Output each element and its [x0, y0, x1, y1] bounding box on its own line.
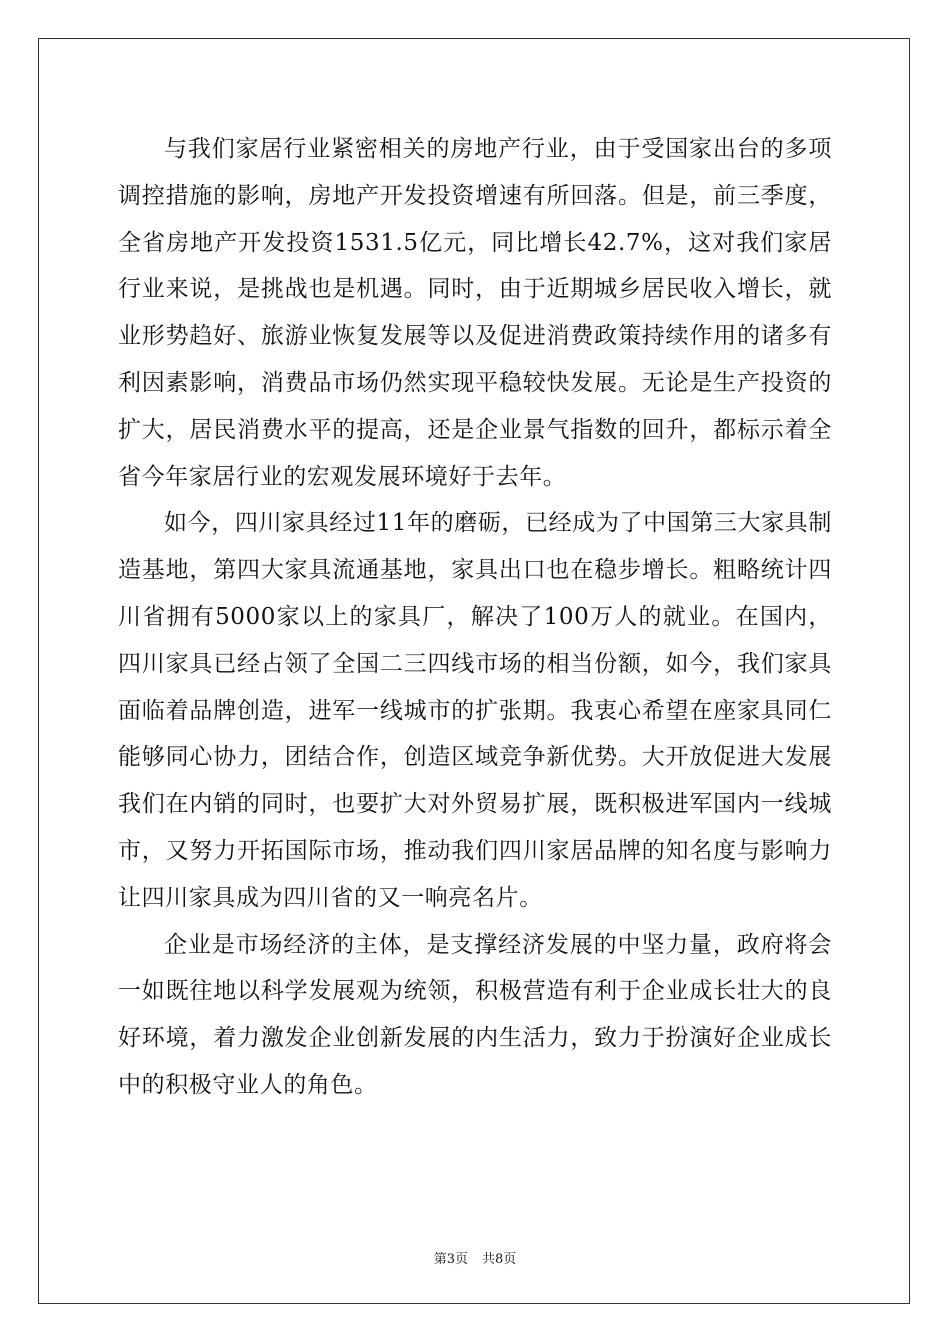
- paragraph-1: 与我们家居行业紧密相关的房地产行业，由于受国家出台的多项调控措施的影响，房地产开发投资增速有所回落。但是，前三季度，全省房地产开发投资1531.5亿元，同比增长42.7%，这对我们家居行业来说，是挑战也是机遇。同时，由于近期城乡居民收入增长，就业形势趋好、旅游业恢复发展等以及促进消费政策持续作用的诸多有利因素影响，消费品市场仍然实现平稳较快发展。无论是生产投资的扩大，居民消费水平的提高，还是企业景气指数的回升，都标示着全省今年家居行业的宏观发展环境好于去年。: [118, 136, 832, 490]
- paragraph-3: 企业是市场经济的主体，是支撑经济发展的中坚力量，政府将会一如既往地以科学发展观为统领，积极营造有利于企业成长壮大的良好环境，着力激发企业创新发展的内生活力，致力于扮演好企业成长中的积极守业人的角色。: [118, 931, 832, 1098]
- paragraph-2: 如今，四川家具经过11年的磨砺，已经成为了中国第三大家具制造基地，第四大家具流通基地，家具出口也在稳步增长。粗略统计四川省拥有5000家以上的家具厂，解决了100万人的就业。在国内，四川家具已经占领了全国二三四线市场的相当份额，如今，我们家具面临着品牌创造，进军一线城市的扩张期。我衷心希望在座家具同仁能够同心协力，团结合作，创造区域竞争新优势。大开放促进大发展我们在内销的同时，也要扩大对外贸易扩展，既积极进军国内一线城市，又努力开拓国际市场，推动我们四川家居品牌的知名度与影响力让四川家具成为四川省的又一响亮名片。: [118, 510, 832, 911]
- document-body: [118, 126, 832, 1109]
- page-number: 第3页: [433, 1252, 468, 1267]
- page-footer: [0, 1248, 950, 1267]
- page-total: 共8页: [482, 1252, 517, 1267]
